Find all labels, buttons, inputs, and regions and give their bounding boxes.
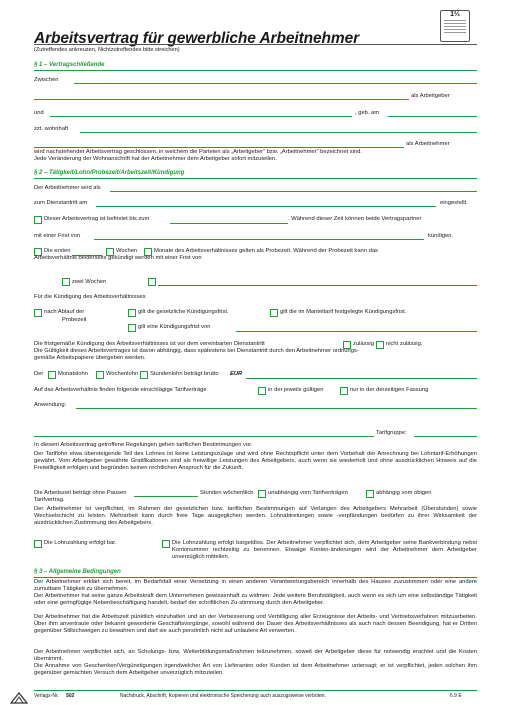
s3-p2: Der Arbeitnehmer hat seine ganze Arbeitskraft dem Unternehmen gewissenhaft zu widmen. Jede weitere Berufstätigkeit, auch wenn es sich um eine selbständige Tätigkeit oder eine geringfügige Nebenbeschäftigung handelt, bedarf der schriftlichen Zu-stimmung durch den Arbeitgeber.	[34, 593, 477, 606]
checkbox-derzeitigen[interactable]	[340, 387, 348, 395]
ersten-label: Die ersten	[44, 248, 71, 254]
tarif-paragraph: Der Tariflohn etwa übersteigende Teil des Lohnes ist keine Leistungszulage und wird ohne Rechtspflicht unter dem Vorbehalt der Anrechnung bei Lohntarif-Erhöhungen gewährt. Vom Arbeitgeber gewährte Gratifikationen sind als freiwillige Leistungen des Arbeitgebers, auch wenn sie wiederholt und ohne ausdrücklichen Hinweis auf die Freiwilligkeit erfolgen und begründen keinen rechtlichen Anspruch für die Zukunft.	[34, 451, 477, 471]
tariflich-label: In diesem Arbeitsvertrag getroffene Regelungen gehen tariflichen Bestimmungen vor.	[34, 442, 253, 448]
wochenlohn-label: Wochenlohn	[106, 371, 139, 377]
s1-p2: Jede Veränderung der Wohnanschrift hat der Arbeitnehmer dem Arbeitgeber sofort mitzuteilen.	[34, 156, 277, 162]
section-1-heading: § 1 – Vertragschließende	[34, 62, 105, 68]
section-2-heading: § 2 – Tätigkeit/Lohn/Probezeit/Arbeitszeit/Kündigung	[34, 170, 185, 176]
checkbox-stundenlohn[interactable]	[140, 371, 148, 379]
bargeldlos-paragraph: Die Lohnzahlung erfolgt bargeldlos. Der Arbeitnehmer verpflichtet sich, dem Arbeitgeber seine Bankverbindung nebst Kontonummer rechtzeitig zu benennen. Etwaige Konten-änderungen wird der Arbeitnehmer dem Arbeitgeber unverzüglich mitteilen.	[172, 540, 477, 560]
der-label: Der	[34, 371, 44, 377]
gueltigkeit-label: Die Gültigkeit dieses Arbeitsvertrages ist davon abhängig, dass spätestens bei Dienstantritt durch den Arbeitnehmer ordnungs-	[34, 348, 359, 354]
zwei-wochen-label: zwei Wochen	[72, 279, 107, 285]
side-url	[0, 300, 18, 420]
monate-label: Monate des Arbeitsverhältnisses gelten als Probezeit. Während der Probezeit kann das	[154, 248, 378, 254]
nicht-zulaessig-label: nicht zulässig.	[386, 341, 423, 347]
s1-p1: wird nachstehender Arbeitsvertrag geschlossen, in welchem die Parteien als „Arbeitgeber“ bzw. „Arbeitnehmer“ bezeichnet sind.	[34, 149, 363, 155]
page-title: Arbeitsvertrag für gewerbliche Arbeitnehmer	[34, 30, 360, 47]
checkbox-gesetzlich[interactable]	[128, 309, 136, 317]
footer-rule	[34, 690, 477, 691]
wohnhaft-label: zzt. wohnhaft	[34, 126, 69, 132]
verlag-label: Verlags-Nr.	[34, 693, 59, 699]
field-taetigkeit[interactable]	[110, 191, 477, 192]
field-arbeitszeit[interactable]	[134, 496, 198, 497]
section-3-heading: § 3 – Allgemeine Bedingungen	[34, 569, 121, 575]
checkbox-nach-ablauf[interactable]	[34, 309, 42, 317]
frist-label: mit einer Frist von	[34, 233, 81, 239]
checkbox-abhaengig[interactable]	[366, 490, 374, 498]
stamp-label: 1⅔	[450, 11, 460, 18]
section-1-rule	[34, 70, 477, 71]
manteltarif-label: gilt die im Manteltarif festgelegte Kündigungsfrist.	[280, 309, 407, 315]
monatslohn-label: Monatslohn	[58, 371, 88, 377]
stundenlohn-label: Stundenlohn beträgt brutto	[150, 371, 219, 377]
dienstantritt-label: zum Dienstantritt am	[34, 200, 88, 206]
derzeitigen-label: nur in der derzeitigen Fassung	[350, 387, 429, 393]
stunden-label: Stunden wöchentlich	[200, 490, 254, 496]
copyright-notice: Nachdruck, Abschrift, Kopieren und elektronische Speicherung auch auszugsweise verboten.	[120, 693, 326, 699]
checkbox-wochenlohn[interactable]	[96, 371, 104, 379]
checkbox-bargeldlos[interactable]	[162, 540, 170, 548]
s3-p4: Der Arbeitnehmer verpflichtet sich, an Schulungs- bzw. Weiterbildungsmaßnahmen teilzunehmen, soweit der Arbeitgeber diese für notwendig erachtet und die Kosten übernimmt.	[34, 649, 477, 662]
publisher-logo-icon	[10, 692, 28, 704]
title-rule	[34, 44, 477, 45]
checkbox-bar[interactable]	[34, 540, 42, 548]
befristet-label: Dieser Arbeitsvertrag ist befristet bis zum	[44, 216, 150, 222]
eine-frist-label: gilt eine Kündigungsfrist von	[138, 324, 211, 330]
probezeit-label: Probezeit	[62, 317, 87, 323]
checkbox-unabhaengig[interactable]	[258, 490, 266, 498]
zulaessig-label: zulässig	[353, 341, 374, 347]
field-tarifgruppe[interactable]	[414, 436, 477, 437]
field-geb[interactable]	[388, 116, 477, 117]
eingestellt-label: eingestellt.	[440, 200, 468, 206]
section-2-rule	[34, 178, 477, 179]
field-lohn[interactable]	[246, 378, 477, 379]
field-befristet[interactable]	[170, 223, 288, 224]
footer	[0, 692, 509, 720]
field-arbeitnehmer[interactable]	[34, 147, 404, 148]
field-dienstantritt[interactable]	[96, 206, 436, 207]
field-zwischen[interactable]	[74, 83, 477, 84]
arbeitnehmer-label: als Arbeitnehmer	[406, 141, 450, 147]
checkbox-nicht-zulaessig[interactable]	[376, 341, 384, 349]
s3-p5: Die Annahme von Geschenken/Vergünstigungen irgendwelcher Art von Lieferanten oder Kunden ist dem Arbeitnehmer untersagt; er ist verpflichtet, jeden solchen ihm gegenüber gemachten Versuch dem Arbeitgeber unverzüglich mitzuteilen.	[34, 663, 477, 676]
arbeitszeit-label: Die Arbeitszeit beträgt ohne Pausen	[34, 490, 127, 496]
monate2-label: Arbeitsverhältnis beiderseits gekündigt werden mit einer Frist von	[34, 255, 202, 261]
section-3-rule	[34, 577, 477, 578]
field-wohnhaft[interactable]	[80, 132, 477, 133]
fristgemaess-label: Die fristgemäße Kündigung des Arbeitsverhältnisses ist vor dem vereinbarten Dienstantritt	[34, 341, 265, 347]
anwendung-label: Anwendung:	[34, 402, 67, 408]
wird-als-label: Der Arbeitnehmer wird als	[34, 185, 101, 191]
tarifvertraege-label: Auf das Arbeitsverhältnis finden folgende einschlägige Tarifverträge	[34, 387, 207, 393]
gesetzlich-label: gilt die gesetzliche Kündigungsfrist.	[138, 309, 229, 315]
und-label: und	[34, 110, 44, 116]
waehrend-label: . Während dieser Zeit können beide Vertragspartner	[288, 216, 422, 222]
eur-label: EUR	[230, 371, 243, 377]
field-frist-andere[interactable]	[158, 285, 477, 286]
field-arbeitgeber[interactable]	[34, 99, 409, 100]
field-frist[interactable]	[94, 239, 424, 240]
abhaengig-label: abhängig vom obigen	[376, 490, 432, 496]
geb-label: , geb. am	[355, 110, 380, 116]
wochen-label: Wochen	[116, 248, 138, 254]
field-eine-frist[interactable]	[236, 331, 477, 332]
checkbox-gueltigen[interactable]	[258, 387, 266, 395]
lohnzahlung-label: Die Lohnzahlung erfolgt bar.	[44, 540, 117, 546]
zwischen-label: Zwischen	[34, 77, 59, 83]
field-anwendung[interactable]	[76, 408, 477, 409]
checkbox-befristet[interactable]	[34, 216, 42, 224]
arbeitgeber-label: als Arbeitgeber	[411, 93, 450, 99]
field-tarif-2[interactable]	[34, 436, 374, 437]
nach-ablauf-label: nach Ablauf der	[44, 309, 85, 315]
gueltigkeit2-label: gemäße Arbeitspapiere übergeben werden.	[34, 355, 146, 361]
tarifvertrag-label: Tarifvertrag.	[34, 497, 65, 503]
s3-p3: Der Arbeitnehmer hat die Arbeitszeit pünktlich einzuhalten und an der Verbesserung und Verbilligung aller Erzeugnisse der Arbeits- und Vertriebsverfahren mitzuarbeiten. Über ihm anvertraute oder bekannt gewordene Geschäftsvorgänge, sowohl während der Dauer des Arbeitsverhältnisses als auch nach dessen Beendigung, hat er Dritten gegenüber Stillschweigen zu bewahren und darf sie auch persönlich nicht auf unlautere Art verwerten.	[34, 614, 477, 634]
checkbox-frist-andere[interactable]	[148, 278, 156, 286]
kuendigen-label: kündigen.	[428, 233, 454, 239]
mehrarbeit-paragraph: Der Arbeitnehmer ist verpflichtet, im Rahmen der gesetzlichen bzw. tariflichen Bestimmungen auf Verlangen des Arbeitgebers Mehrarbeit (Überstunden) sowie Wechselschicht zu leisten. Mehrarbeit kann durch freie Tage ausgeglichen werden. Lohnabtretungen sowie -verpfändungen bedürfen zu ihrer Wirksamkeit der ausdrücklichen Zustimmung des Arbeitgebers.	[34, 506, 477, 526]
checkbox-manteltarif[interactable]	[270, 309, 278, 317]
unabhaengig-label: unabhängig vom Tarifverträgen	[268, 490, 348, 496]
gueltigen-label: in der jeweils gültigen	[268, 387, 324, 393]
field-name[interactable]	[50, 116, 352, 117]
checkbox-zwei-wochen[interactable]	[62, 278, 70, 286]
form-code: 6.9 E	[450, 693, 462, 699]
checkbox-monatslohn[interactable]	[48, 371, 56, 379]
stamp-bars-icon	[444, 20, 466, 33]
verlag-nr: 502	[66, 693, 75, 699]
page-subtitle: (Zutreffendes ankreuzen, Nichtzutreffendes bitte streichen)	[34, 47, 180, 53]
tarifgruppe-label: Tarifgruppe:	[376, 430, 407, 436]
form-stamp	[440, 10, 470, 42]
checkbox-eine-frist[interactable]	[128, 324, 136, 332]
fuer-kuendigung-label: Für die Kündigung des Arbeitsverhältnisses	[34, 294, 146, 300]
s3-p1: Der Arbeitnehmer erklärt sich bereit, im Bedarfsfall einer Versetzung in einen anderen Verantwortungsbereich innerhalb des Hauses zuzustimmen oder eine andere zumutbare Tätigkeit zu übernehmen.	[34, 579, 477, 592]
